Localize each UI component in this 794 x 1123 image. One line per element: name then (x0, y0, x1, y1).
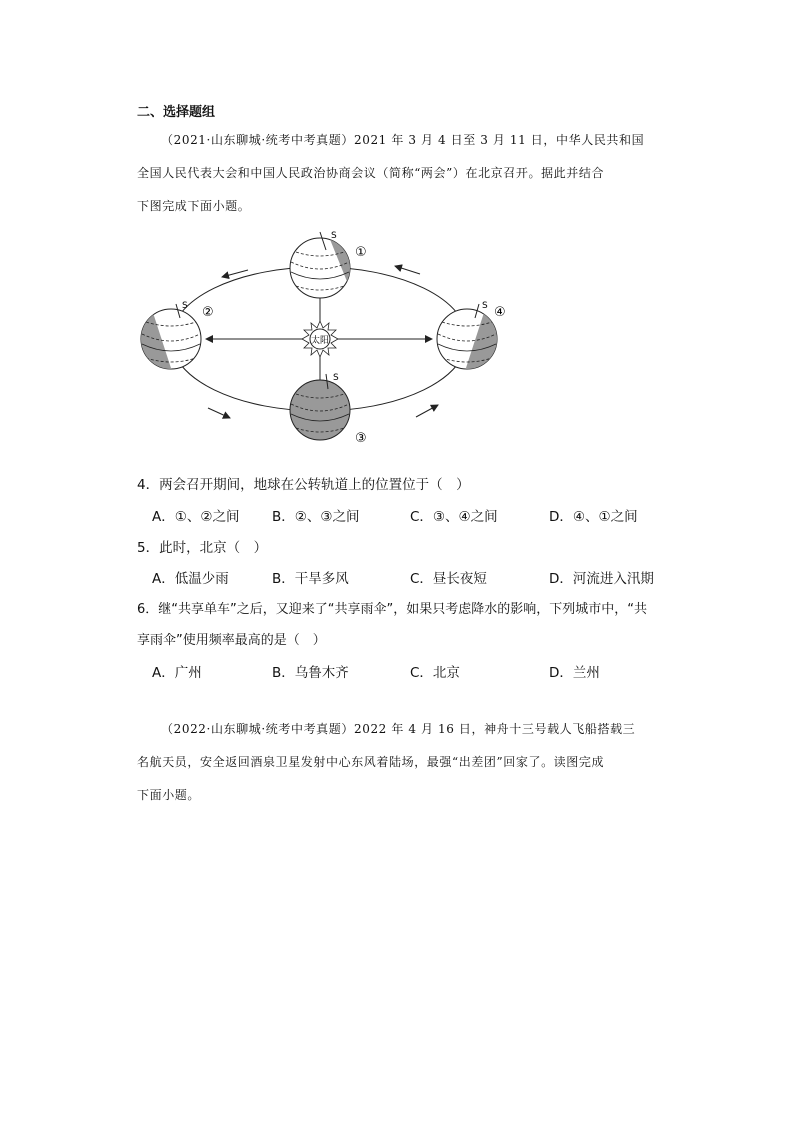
orbit-arrow (416, 405, 438, 417)
position-label-4: ④ (494, 305, 506, 320)
sign-s: S (482, 301, 488, 311)
question-4-option-c: C．③、④之间 (410, 509, 498, 525)
passage-2-line: 名航天员，安全返回酒泉卫星发射中心东风着陆场，最强“出差团”回家了。读图完成 (137, 755, 605, 769)
earth-position-3 (290, 374, 350, 440)
question-6-option-d: D．兰州 (549, 665, 600, 681)
question-4-stem: 4．两会召开期间，地球在公转轨道上的位置位于（ ） (137, 477, 470, 493)
question-6-stem-line-2: 享雨伞”使用频率最高的是（ ） (137, 633, 326, 648)
question-6-option-a: A．广州 (152, 665, 202, 681)
sign-s: S (331, 231, 337, 241)
passage-1 (137, 124, 667, 223)
question-4-option-b: B．②、③之间 (272, 509, 360, 525)
earth-position-4 (437, 304, 523, 387)
section-title: 二、选择题组 (137, 105, 216, 120)
passage-2 (137, 713, 667, 812)
sun-label: 太阳 (310, 336, 330, 346)
question-6-option-c: C．北京 (410, 665, 460, 681)
question-5-stem: 5．此时，北京（ ） (137, 540, 268, 556)
orbit-arrow (208, 408, 230, 418)
earth-revolution-diagram (130, 224, 530, 454)
orbit-arrow (395, 266, 420, 274)
passage-2-line: （2022·山东聊城·统考中考真题）2022 年 4 月 16 日，神舟十三号载人飞船搭载三 (161, 722, 636, 736)
question-5-option-a: A．低温少雨 (152, 571, 229, 587)
position-label-1: ① (355, 245, 367, 260)
question-6-stem-line-1: 6．继“共享单车”之后，又迎来了“共享雨伞”，如果只考虑降水的影响，下列城市中，“共 (137, 602, 647, 617)
question-5-option-d: D．河流进入汛期 (549, 571, 654, 587)
passage-1-line: 下图完成下面小题。 (137, 199, 251, 213)
passage-1-line: （2021·山东聊城·统考中考真题）2021 年 3 月 4 日至 3 月 11 日，中华人民共和国 (161, 133, 645, 147)
question-6-option-b: B．乌鲁木齐 (272, 665, 349, 681)
sign-s: S (182, 301, 188, 311)
orbit-arrow (222, 270, 248, 277)
question-4-option-d: D．④、①之间 (549, 509, 638, 525)
sign-s: S (333, 373, 339, 383)
question-5-option-c: C．昼长夜短 (410, 571, 487, 587)
question-4-option-a: A．①、②之间 (152, 509, 240, 525)
question-5-option-b: B．干旱多风 (272, 571, 349, 587)
passage-2-line: 下面小题。 (137, 788, 201, 802)
earth-position-2 (130, 304, 201, 385)
position-label-2: ② (202, 305, 214, 320)
position-label-3: ③ (355, 431, 367, 446)
passage-1-line: 全国人民代表大会和中国人民政治协商会议（简称“两会”）在北京召开。据此并结合 (137, 166, 605, 180)
